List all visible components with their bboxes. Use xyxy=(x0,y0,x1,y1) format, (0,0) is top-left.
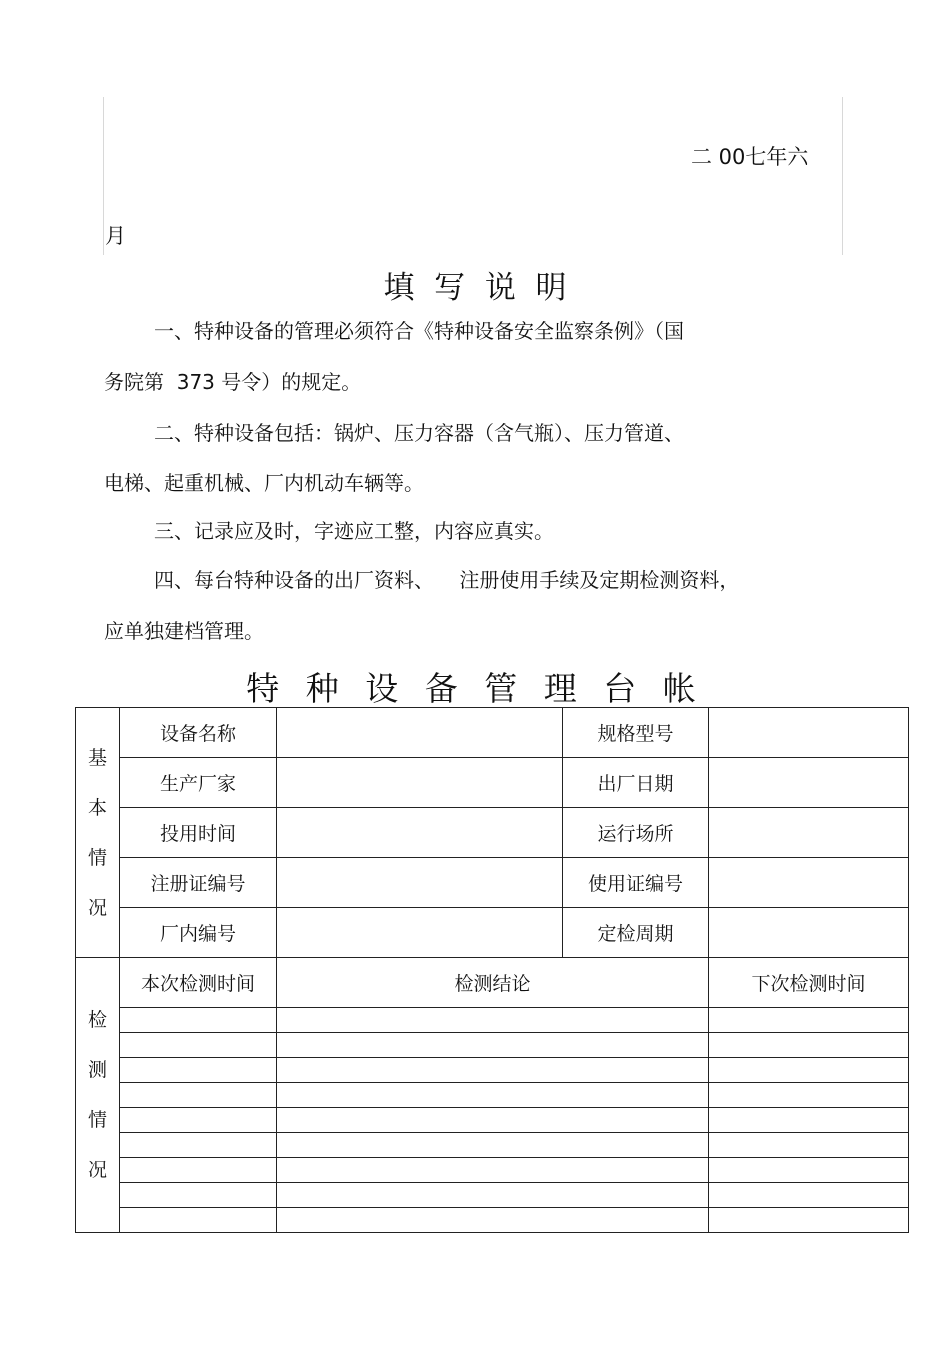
next-inspection-cell[interactable] xyxy=(709,1158,909,1183)
ledger-title: 特 种 设 备 管 理 台 帐 xyxy=(246,669,704,708)
inspection-row xyxy=(76,1133,909,1158)
basic-row-1 xyxy=(76,708,909,758)
inspection-row xyxy=(76,1158,909,1183)
inspection-row xyxy=(76,1108,909,1133)
next-inspection-cell[interactable] xyxy=(709,1083,909,1108)
usage-certificate-label: 使用证编号 xyxy=(563,858,709,908)
plant-number-value[interactable] xyxy=(277,908,563,958)
spec-model-label: 规格型号 xyxy=(563,708,709,758)
inspection-row xyxy=(76,1033,909,1058)
inspection-time-cell[interactable] xyxy=(120,1208,277,1233)
inspection-conclusion-cell[interactable] xyxy=(277,1058,709,1083)
commission-time-value[interactable] xyxy=(277,808,563,858)
next-inspection-cell[interactable] xyxy=(709,1058,909,1083)
plant-number-label: 厂内编号 xyxy=(120,908,277,958)
next-inspection-cell[interactable] xyxy=(709,1008,909,1033)
basic-section-label: 基 本 情 况 xyxy=(76,708,120,958)
inspection-time-cell[interactable] xyxy=(120,1158,277,1183)
inspection-row xyxy=(76,1183,909,1208)
inspection-conclusion-header: 检测结论 xyxy=(277,958,709,1008)
next-inspection-cell[interactable] xyxy=(709,1183,909,1208)
equipment-name-label: 设备名称 xyxy=(120,708,277,758)
next-inspection-cell[interactable] xyxy=(709,1133,909,1158)
inspection-cycle-label: 定检周期 xyxy=(563,908,709,958)
instructions-title: 填 写 说 明 xyxy=(383,270,567,306)
manufacturer-label: 生产厂家 xyxy=(120,758,277,808)
equipment-ledger-table xyxy=(75,707,909,1233)
inspection-conclusion-cell[interactable] xyxy=(277,1033,709,1058)
cover-right-border xyxy=(842,97,843,255)
inspection-conclusion-cell[interactable] xyxy=(277,1183,709,1208)
instruction-item-3-line1: 三、记录应及时，字迹应工整，内容应真实。 xyxy=(154,519,554,543)
cover-left-border xyxy=(103,97,104,255)
operating-site-label: 运行场所 xyxy=(563,808,709,858)
inspection-time-cell[interactable] xyxy=(120,1183,277,1208)
inspection-section-label: 检 测 情 况 xyxy=(76,958,120,1233)
registration-number-label: 注册证编号 xyxy=(120,858,277,908)
usage-certificate-value[interactable] xyxy=(709,858,909,908)
manufacture-date-label: 出厂日期 xyxy=(563,758,709,808)
inspection-time-cell[interactable] xyxy=(120,1108,277,1133)
next-inspection-cell[interactable] xyxy=(709,1208,909,1233)
inspection-time-cell[interactable] xyxy=(120,1058,277,1083)
inspection-cycle-value[interactable] xyxy=(709,908,909,958)
basic-row-3 xyxy=(76,808,909,858)
inspection-time-cell[interactable] xyxy=(120,1033,277,1058)
operating-site-value[interactable] xyxy=(709,808,909,858)
inspection-conclusion-cell[interactable] xyxy=(277,1133,709,1158)
inspection-row xyxy=(76,1008,909,1033)
inspection-row xyxy=(76,1208,909,1233)
instruction-item-4-line2: 应单独建档管理。 xyxy=(104,619,264,643)
inspection-conclusion-cell[interactable] xyxy=(277,1158,709,1183)
basic-row-2 xyxy=(76,758,909,808)
basic-row-4 xyxy=(76,858,909,908)
cover-date-part1: 二 00七年六 xyxy=(691,145,809,169)
current-inspection-time-header: 本次检测时间 xyxy=(120,958,277,1008)
commission-time-label: 投用时间 xyxy=(120,808,277,858)
inspection-row xyxy=(76,1083,909,1108)
instruction-item-1-line2: 务院第 373 号令）的规定。 xyxy=(104,370,362,394)
inspection-conclusion-cell[interactable] xyxy=(277,1108,709,1133)
inspection-conclusion-cell[interactable] xyxy=(277,1208,709,1233)
instruction-item-2-line1: 二、特种设备包括：锅炉、压力容器（含气瓶）、压力管道、 xyxy=(154,421,684,445)
spec-model-value[interactable] xyxy=(709,708,909,758)
inspection-header-row xyxy=(76,958,909,1008)
instruction-item-2-line2: 电梯、起重机械、厂内机动车辆等。 xyxy=(104,471,424,495)
inspection-conclusion-cell[interactable] xyxy=(277,1008,709,1033)
instruction-item-1-line1: 一、特种设备的管理必须符合《特种设备安全监察条例》（国 xyxy=(154,319,684,343)
inspection-time-cell[interactable] xyxy=(120,1133,277,1158)
equipment-name-value[interactable] xyxy=(277,708,563,758)
next-inspection-cell[interactable] xyxy=(709,1108,909,1133)
manufacture-date-value[interactable] xyxy=(709,758,909,808)
cover-date-part2: 月 xyxy=(105,224,126,248)
next-inspection-cell[interactable] xyxy=(709,1033,909,1058)
registration-number-value[interactable] xyxy=(277,858,563,908)
manufacturer-value[interactable] xyxy=(277,758,563,808)
inspection-time-cell[interactable] xyxy=(120,1083,277,1108)
next-inspection-time-header: 下次检测时间 xyxy=(709,958,909,1008)
basic-row-5 xyxy=(76,908,909,958)
inspection-conclusion-cell[interactable] xyxy=(277,1083,709,1108)
inspection-time-cell[interactable] xyxy=(120,1008,277,1033)
inspection-row xyxy=(76,1058,909,1083)
instruction-item-4-line1: 四、每台特种设备的出厂资料、 注册使用手续及定期检测资料， xyxy=(154,568,740,592)
